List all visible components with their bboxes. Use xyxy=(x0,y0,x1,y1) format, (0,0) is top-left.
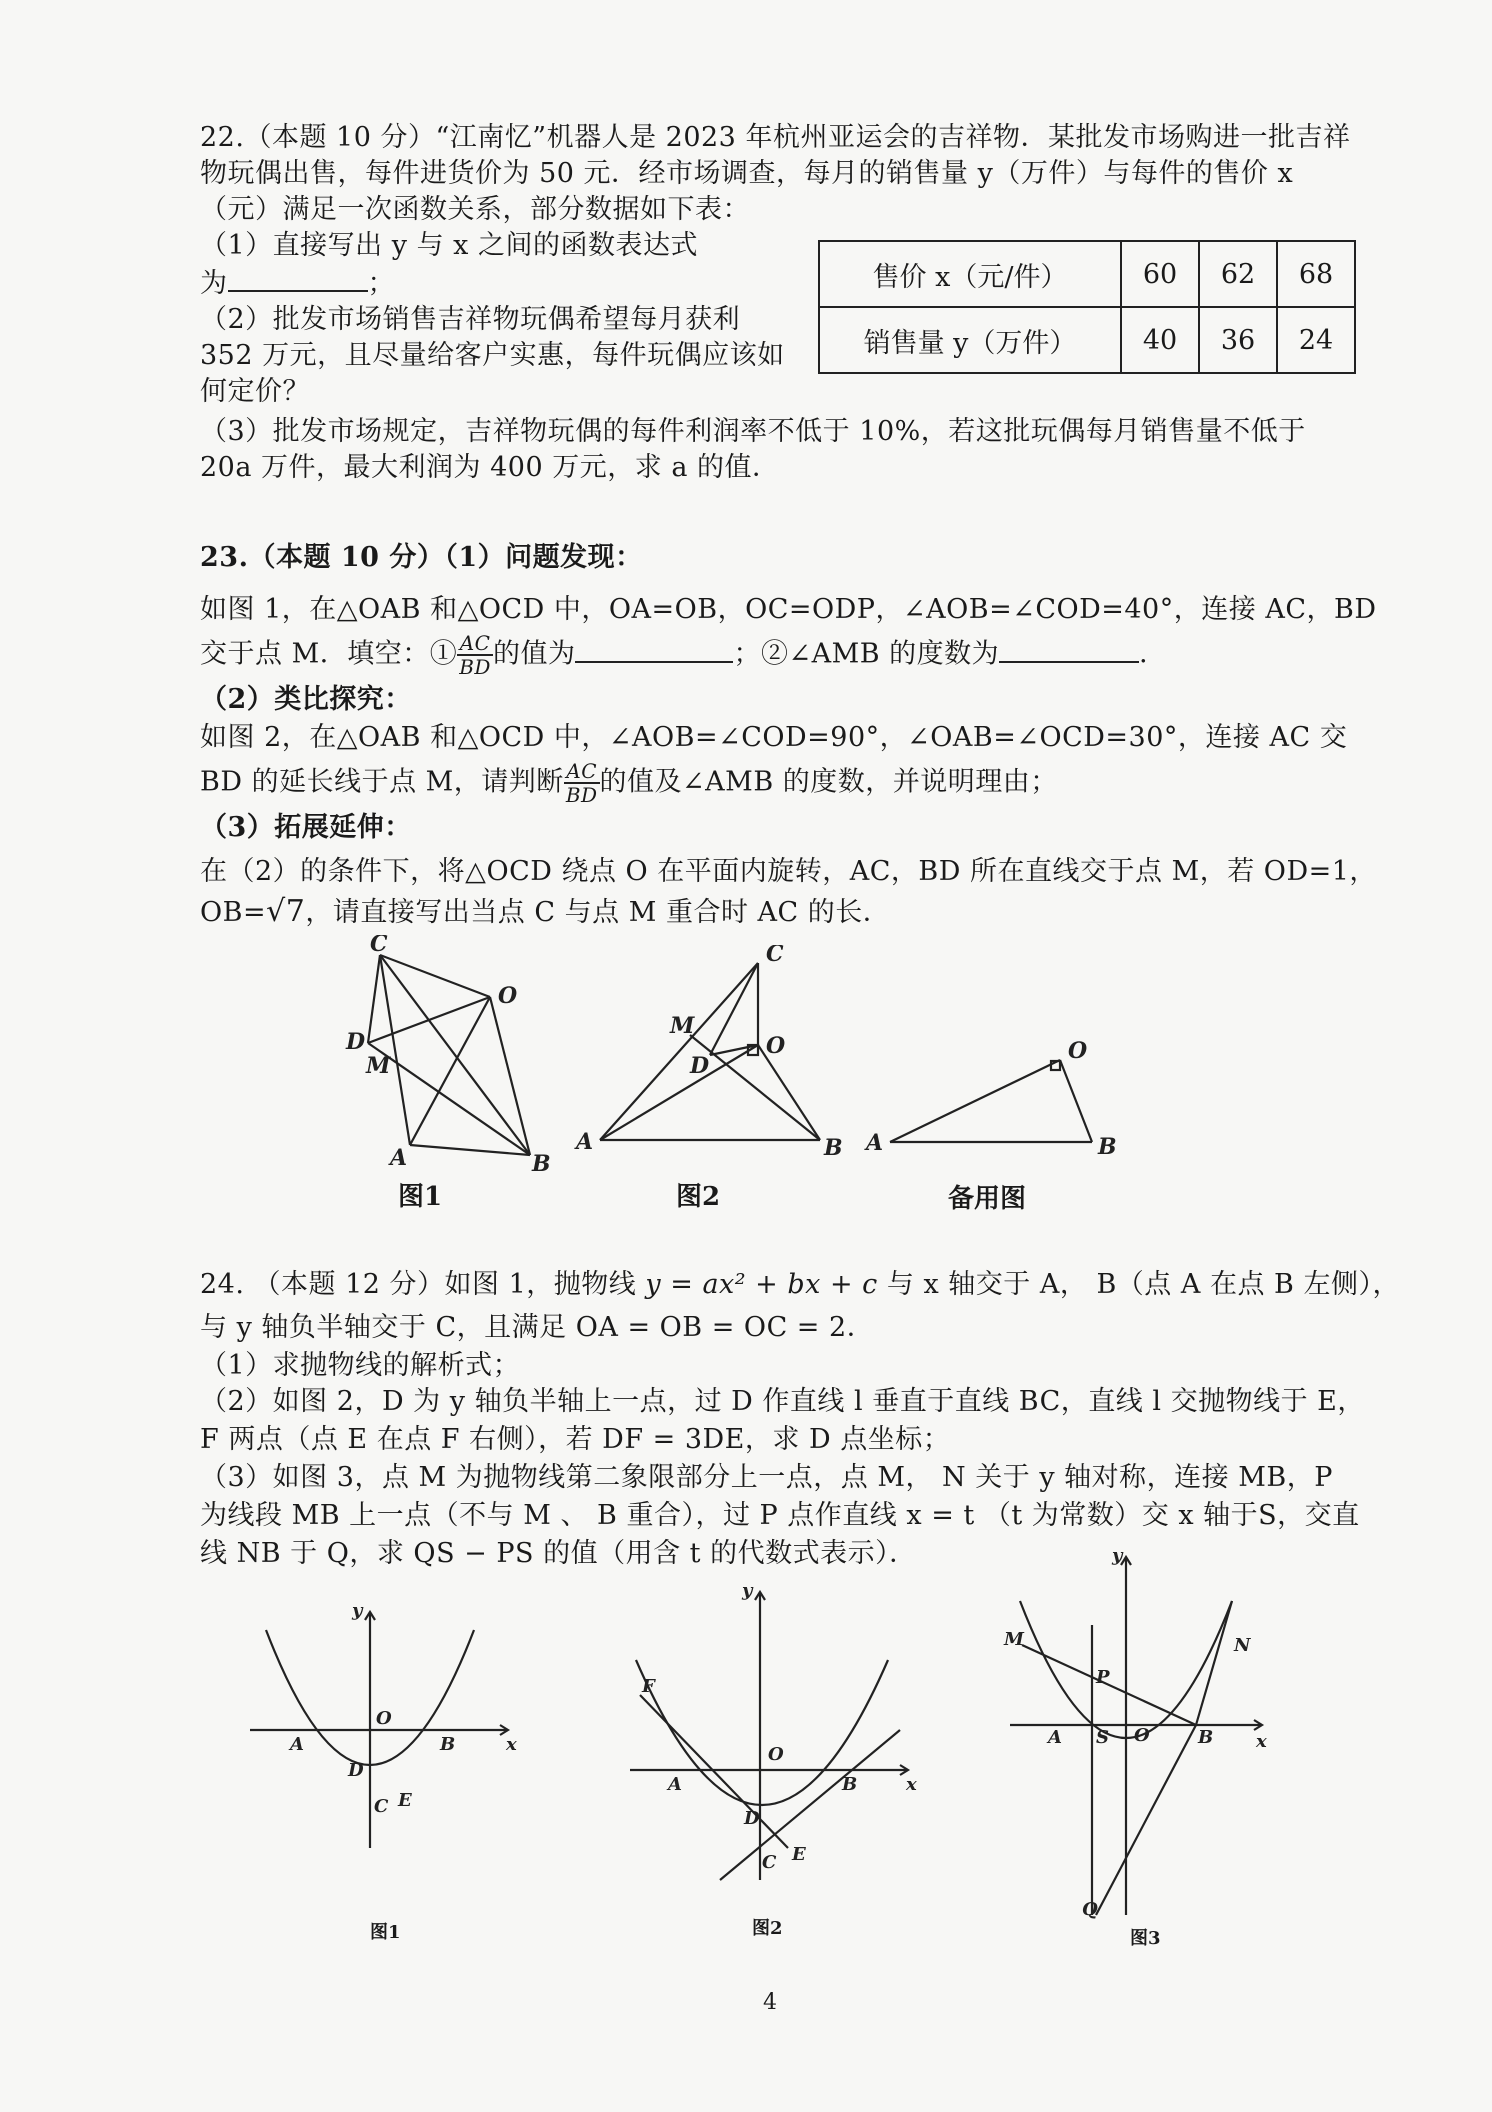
point-Q-label: Q xyxy=(1082,1899,1098,1920)
q23-fill-intro: 交于点 M．填空：① xyxy=(200,638,458,670)
q24-fig2-caption: 图2 xyxy=(752,1918,783,1939)
q23-fill-label2: ；②∠AMB 的度数为 xyxy=(733,638,1000,670)
point-M-label: M xyxy=(366,1053,391,1079)
q23-line5 xyxy=(200,760,1058,806)
q22-part1-answer xyxy=(200,264,395,304)
answer-blank xyxy=(999,635,1139,663)
y-axis-label: y xyxy=(742,1580,753,1601)
q23-line7 xyxy=(200,892,890,933)
point-P-label: P xyxy=(1096,1667,1110,1688)
table-row xyxy=(819,241,1355,307)
point-N-label: N xyxy=(1234,1635,1251,1656)
q24-fig3-caption: 图3 xyxy=(1130,1928,1161,1949)
point-A-label: A xyxy=(866,1130,884,1156)
point-A-label: A xyxy=(1048,1727,1062,1748)
q24-figure-2 xyxy=(620,1580,920,1890)
q23-fig1-caption: 图1 xyxy=(398,1182,443,1212)
q23-fig2-caption: 图2 xyxy=(676,1182,721,1212)
q23-line3 xyxy=(200,632,1167,678)
x-axis-label: x xyxy=(506,1734,517,1755)
x-axis-label: x xyxy=(1256,1731,1267,1752)
origin-label: O xyxy=(768,1744,784,1765)
point-C-label: C xyxy=(370,935,388,957)
ratio-fraction xyxy=(564,760,600,806)
fraction-denominator: BD xyxy=(459,655,491,679)
q22-part1-prefix: 为 xyxy=(200,268,228,299)
q24-part2-line2: F 两点（点 E 在点 F 右侧），若 DF = 3DE，求 D 点坐标； xyxy=(200,1424,951,1455)
q24-figure-3 xyxy=(1000,1545,1280,1925)
q22-part2-line3: 何定价？ xyxy=(200,376,310,407)
point-D-label: D xyxy=(346,1029,366,1055)
point-B-label: B xyxy=(532,1151,551,1177)
origin-label: O xyxy=(376,1708,392,1729)
q24-line1-start: 24. （本题 12 分）如图 1，抛物线 xyxy=(200,1269,637,1300)
table-row xyxy=(819,307,1355,373)
q23-line7-end: ，请直接写出当点 C 与点 M 重合时 AC 的长． xyxy=(305,897,891,928)
origin-label: O xyxy=(1134,1725,1150,1746)
q23-fill-label1: 的值为 xyxy=(492,638,576,670)
q23-line4: 如图 2，在△OAB 和△OCD 中，∠AOB=∠COD=90°，∠OAB=∠OCD=30°，连接 AC 交 xyxy=(200,722,1348,753)
table-cell: 36 xyxy=(1199,307,1277,373)
point-A-label: A xyxy=(576,1129,594,1155)
x-axis-label: x xyxy=(906,1774,917,1795)
q23-figure-2 xyxy=(570,945,850,1175)
price-sales-table xyxy=(818,240,1356,374)
q23-subheading-2: （2）类比探究： xyxy=(200,684,412,715)
point-F-label: F xyxy=(642,1676,655,1697)
q22-part3-line2: 20a 万件，最大利润为 400 万元，求 a 的值． xyxy=(200,452,780,483)
point-B-label: B xyxy=(1198,1727,1214,1748)
q23-line6: 在（2）的条件下，将△OCD 绕点 O 在平面内旋转，AC，BD 所在直线交于点 M，若 OD=1， xyxy=(200,856,1377,887)
point-C-label: C xyxy=(374,1796,389,1817)
point-O-label: O xyxy=(766,1033,786,1059)
q23-line5-end: 的值及∠AMB 的度数，并说明理由； xyxy=(599,766,1058,798)
point-O-label: O xyxy=(498,983,518,1009)
y-axis-label: y xyxy=(1112,1545,1123,1566)
table-cell: 40 xyxy=(1121,307,1199,373)
fraction-numerator: AC xyxy=(564,760,600,784)
q23-spare-figure xyxy=(860,1030,1120,1170)
q22-part1-suffix: ； xyxy=(367,268,395,299)
point-C-label: C xyxy=(766,945,784,967)
table-cell: 24 xyxy=(1277,307,1355,373)
point-B-label: B xyxy=(440,1734,456,1755)
q23-line7-start: OB= xyxy=(200,897,267,928)
fraction-denominator: BD xyxy=(565,783,598,807)
point-M-label: M xyxy=(670,1013,695,1039)
q24-line1 xyxy=(200,1265,1400,1305)
q24-part3-line1: （3）如图 3，点 M 为抛物线第二象限部分上一点，点 M， N 关于 y 轴对称，连接 MB，P xyxy=(200,1462,1333,1493)
q22-line1: 22.（本题 10 分）“江南忆”机器人是 2023 年杭州亚运会的吉祥物．某批发市场购进一批吉祥 xyxy=(200,122,1351,153)
page-number: 4 xyxy=(763,1990,777,2015)
q23-spare-caption: 备用图 xyxy=(948,1184,1027,1214)
point-D-label: D xyxy=(348,1760,364,1781)
point-C-label: C xyxy=(762,1852,777,1873)
q22-part2-line1: （2）批发市场销售吉祥物玩偶希望每月获利 xyxy=(200,304,741,335)
point-D-label: D xyxy=(744,1808,760,1829)
q24-figure-1 xyxy=(240,1600,520,1860)
q23-subheading-3: （3）拓展延伸： xyxy=(200,812,412,843)
answer-blank xyxy=(228,264,368,292)
q24-part3-line3: 线 NB 于 Q，求 QS − PS 的值（用含 t 的代数式表示）． xyxy=(200,1538,917,1569)
q23-figure-1 xyxy=(340,935,570,1185)
point-A-label: A xyxy=(668,1774,682,1795)
q23-fill-end: ． xyxy=(1139,638,1167,670)
table-cell: 60 xyxy=(1121,241,1199,307)
sqrt-seven: √7 xyxy=(266,894,306,929)
parabola-equation: y = ax² + bx + c xyxy=(645,1269,878,1300)
point-S-label: S xyxy=(1096,1727,1109,1748)
point-B-label: B xyxy=(824,1135,843,1161)
q24-part3-line2: 为线段 MB 上一点（不与 M 、 B 重合），过 P 点作直线 x = t （t 为常数）交 x 轴于S，交直 xyxy=(200,1500,1360,1531)
q23-line2: 如图 1，在△OAB 和△OCD 中，OA=OB，OC=ODP，∠AOB=∠COD=40°，连接 AC，BD xyxy=(200,594,1377,625)
q24-line1-end: 与 x 轴交于 A， B（点 A 在点 B 左侧）， xyxy=(886,1269,1400,1300)
ratio-fraction xyxy=(457,632,493,678)
point-A-label: A xyxy=(290,1734,304,1755)
answer-blank xyxy=(575,635,733,663)
q23-line5-start: BD 的延长线于点 M，请判断 xyxy=(200,766,564,798)
q24-part1: （1）求抛物线的解析式； xyxy=(200,1350,521,1381)
point-A-label: A xyxy=(390,1145,408,1171)
q22-part1: （1）直接写出 y 与 x 之间的函数表达式 xyxy=(200,230,698,261)
point-D-label: D xyxy=(690,1053,710,1079)
point-M-label: M xyxy=(1004,1629,1024,1650)
q24-part2-line1: （2）如图 2，D 为 y 轴负半轴上一点，过 D 作直线 l 垂直于直线 BC，直线 l 交抛物线于 E， xyxy=(200,1386,1365,1417)
q22-line3: （元）满足一次函数关系，部分数据如下表： xyxy=(200,194,750,225)
q22-line2: 物玩偶出售，每件进货价为 50 元．经市场调查，每月的销售量 y（万件）与每件的售价 x xyxy=(200,158,1294,189)
q24-line2: 与 y 轴负半轴交于 C，且满足 OA = OB = OC = 2． xyxy=(200,1312,875,1343)
y-axis-label: y xyxy=(352,1600,363,1621)
fraction-numerator: AC xyxy=(457,632,493,656)
table-cell: 68 xyxy=(1277,241,1355,307)
point-B-label: B xyxy=(1098,1134,1117,1160)
point-E-label: E xyxy=(398,1790,412,1811)
q22-part2-line2: 352 万元，且尽量给客户实惠，每件玩偶应该如 xyxy=(200,340,785,371)
table-row-header: 售价 x（元/件） xyxy=(819,241,1121,307)
q24-fig1-caption: 图1 xyxy=(370,1922,401,1943)
q23-heading: 23.（本题 10 分）（1）问题发现： xyxy=(200,542,643,573)
point-B-label: B xyxy=(842,1774,858,1795)
point-E-label: E xyxy=(792,1844,806,1865)
table-row-header: 销售量 y（万件） xyxy=(819,307,1121,373)
point-O-label: O xyxy=(1068,1038,1088,1064)
table-cell: 62 xyxy=(1199,241,1277,307)
q22-part3-line1: （3）批发市场规定，吉祥物玩偶的每件利润率不低于 10%，若这批玩偶每月销售量不低于 xyxy=(200,416,1306,447)
